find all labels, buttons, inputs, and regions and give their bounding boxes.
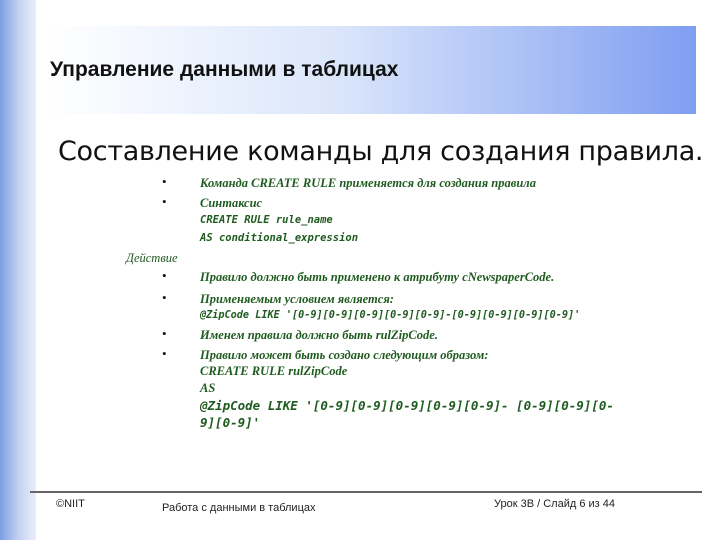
syntax-line-2: AS conditional_expression (200, 232, 359, 244)
left-decor-bar (0, 0, 36, 540)
slide-subtitle: Составление команды для создания правила. (58, 136, 704, 167)
bullet-3: • (162, 268, 167, 283)
footer-divider (30, 491, 702, 493)
bullet-5: • (162, 326, 167, 341)
bullet-text-attribute: Правило должно быть применено к атрибуту cNewspaperCode. (200, 270, 555, 284)
bullet-text-condition: Применяемым условием является: (200, 292, 394, 306)
code-line-3: @ZipCode LIKE '[0-9][0-9][0-9][0-9][0-9]- [0-9][0-9][0- (200, 398, 614, 413)
bullet-text-create-way: Правило может быть создано следующим образом: (200, 348, 489, 362)
footer-course-title: Работа с данными в таблицах (162, 502, 316, 514)
footer-slide-number: Урок 3B / Слайд 6 из 44 (494, 498, 615, 510)
slide-title: Управление данными в таблицах (50, 58, 399, 81)
bullet-4: • (162, 290, 167, 305)
bullet-text-rule-name: Именем правила должно быть rulZipCode. (200, 328, 438, 342)
bullet-6: • (162, 346, 167, 361)
code-line-4: 9][0-9]' (200, 415, 261, 430)
bullet-text-create-rule: Команда CREATE RULE применяется для создания правила (200, 176, 536, 190)
syntax-line-1: CREATE RULE rule_name (200, 214, 333, 226)
bullet-1: • (162, 174, 167, 189)
condition-expression: @ZipCode LIKE '[0-9][0-9][0-9][0-9][0-9]-[0-9][0-9][0-9][0-9]' (200, 310, 581, 321)
code-line-1: CREATE RULE rulZipCode (200, 364, 348, 378)
footer-copyright: ©NIIT (56, 498, 85, 510)
bullet-text-syntax: Синтаксис (200, 196, 263, 210)
section-heading-action: Действие (126, 251, 178, 265)
code-line-2: AS (200, 381, 216, 395)
bullet-2: • (162, 194, 167, 209)
